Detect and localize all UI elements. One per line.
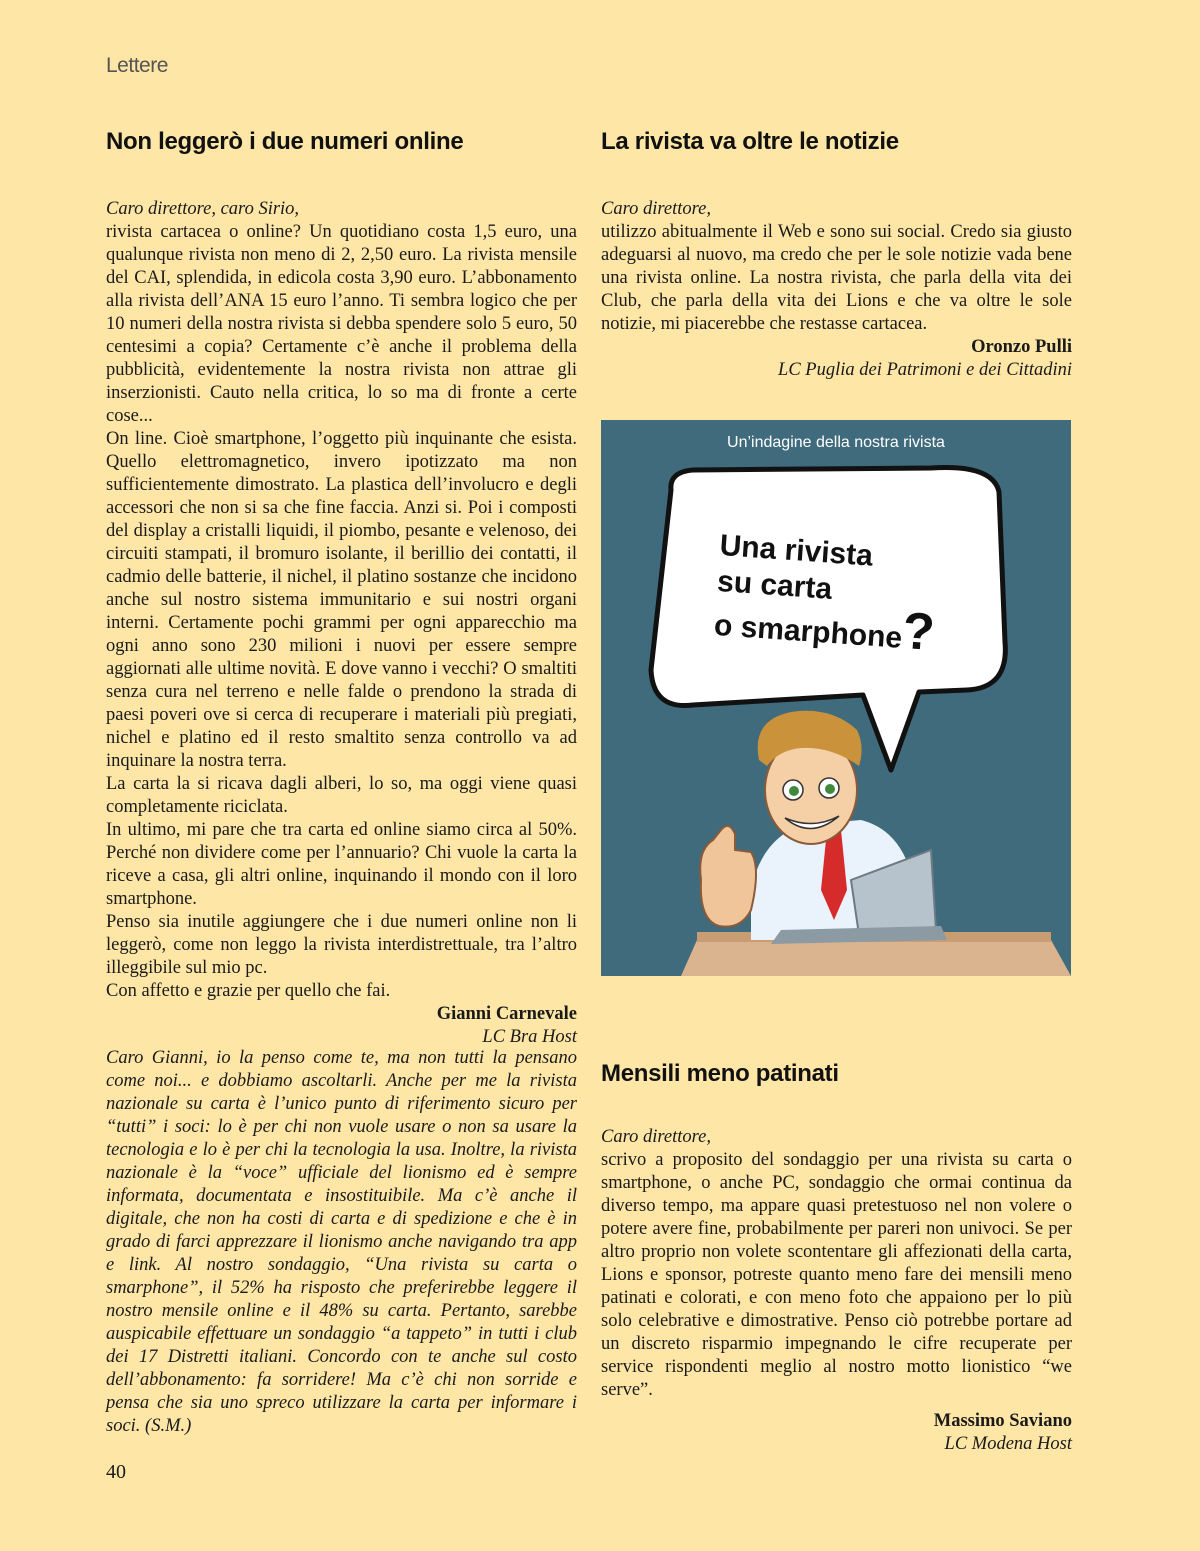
illustration-caption: Un’indagine della nostra rivista xyxy=(727,434,945,451)
letter-3-signature xyxy=(601,1410,1072,1456)
letter-2-club: LC Puglia dei Patrimoni e dei Cittadini xyxy=(778,360,1072,380)
letter-2-author: Oronzo Pulli xyxy=(971,337,1072,357)
question-mark: ? xyxy=(900,601,937,663)
letter-1-title: Non leggerò i due numeri online xyxy=(106,128,464,155)
thumb-hand xyxy=(700,826,756,927)
letter-1-paragraph: Penso sia inutile aggiungere che i due numeri online non li leggerò, come non leggo la rivista interdistrettuale, tra l’altro illeggibile sul mio pc. xyxy=(106,912,577,978)
letter-3-club: LC Modena Host xyxy=(944,1434,1072,1454)
letter-1-paragraph: La carta la si ricava dagli alberi, lo so, ma oggi viene quasi completamente riciclata. xyxy=(106,774,577,817)
letter-1-greeting: Caro direttore, caro Sirio, xyxy=(106,199,300,219)
letter-1-body xyxy=(106,221,577,1003)
letter-2-greeting: Caro direttore, xyxy=(601,199,711,219)
bubble-line-1: Una rivista xyxy=(718,528,874,573)
section-label: Lettere xyxy=(106,54,168,77)
letter-1-paragraph: rivista cartacea o online? Un quotidiano costa 1,5 euro, una qualunque rivista non meno di 2, 2,50 euro. La rivista mensile del CAI, splendida, in edicola costa 3,90 euro. L’abbonamento alla rivista dell’ANA 15 euro l’anno. Ti sembra logico che per 10 numeri della nostra rivista si debba spendere solo 5 euro, 50 centesimi a copia? Certamente c’è anche il problema della pubblicità, evidentemente la nostra rivista non attrae gli inserzionisti. Cauto nella critica, lo so ma di fronte a certe cose... xyxy=(106,222,577,426)
letter-3-author: Massimo Saviano xyxy=(933,1411,1072,1431)
letter-1-paragraph: In ultimo, mi pare che tra carta ed online siamo circa al 50%. Perché non dividere come per l’annuario? Chi vuole la carta la riceve a casa, gli altri online, inquinando il mondo con il loro smartphone. xyxy=(106,820,577,909)
bubble-line-3-text: o smarphone xyxy=(713,608,904,655)
letter-1-author: Gianni Carnevale xyxy=(436,1004,577,1024)
letter-2 xyxy=(601,128,1072,382)
letter-1-signature xyxy=(106,1003,577,1049)
survey-illustration-art xyxy=(601,420,1071,976)
editor-reply: Caro Gianni, io la penso come te, ma non tutti la pensano come noi... e dobbiamo ascoltarli. Anche per me la rivista nazionale su carta è l’unico punto di riferimento sicuro per “tutti” i soci: lo è per chi non vuole usare o non sa usare la tecnologia e lo è per chi la tecnologia la usa. Inoltre, la rivista nazionale è la “voce” ufficiale del lionismo ed è sempre informata, documentata e insostituibile. Ma c’è anche il digitale, che non ha costi di carta e di spedizione e che è in grado di farci apprezzare il lionismo anche navigando tra app e link. Al nostro sondaggio, “Una rivista su carta o smarphone”, il 52% ha risposto che preferirebbe leggere il nostro mensile online e il 48% su carta. Pertanto, sarebbe auspicabile effettuare un sondaggio “a tappeto” in tutti i club dei 17 Distretti italiani. Concordo con te anche sul costo dell’abbonamento: fa sorridere! Ma c’è chi non sorride e pensa che sia uno spreco utilizzare la carta per informare i soci. (S.M.) xyxy=(106,1048,577,1436)
bubble-text xyxy=(713,528,941,663)
letter-1-club: LC Bra Host xyxy=(482,1027,577,1047)
desk xyxy=(681,940,1071,976)
page-number: 40 xyxy=(106,1461,126,1483)
letter-3-title: Mensili meno patinati xyxy=(601,1060,839,1087)
letter-1 xyxy=(106,128,577,1049)
letter-2-signature xyxy=(601,336,1072,382)
letter-1-paragraph: On line. Cioè smartphone, l’oggetto più inquinante che esista. Quello elettromagnetico, invero ipotizzato ma non sufficientemente dimostrato. La plastica dell’involucro e degli accessori che non si sa che fine faccia. Anzi si. Poi i composti del display a cristalli liquidi, il piombo, pesante e velenoso, dei circuiti stampati, il bromuro isolante, il berillio dei contatti, il cadmio delle batterie, il nichel, il platino sostanze che incidono anche sul nostro sistema immunitario e sui nostri organi interni. Certamente pochi grammi per ogni apparecchio ma ogni anno sono 230 milioni i nuovi per essere sempre aggiornati alle ultime novità. E dove vanno i vecchi? O smaltiti senza cura nel terreno e nelle falde o prendono la strada di paesi poveri ove si cerca di recuperare i materiali più pregiati, nichel e platino ed il resto smaltito senza controllo va ad inquinare la nostra terra. xyxy=(106,429,577,771)
letter-2-title: La rivista va oltre le notizie xyxy=(601,128,899,155)
letter-1-paragraph: Con affetto e grazie per quello che fai. xyxy=(106,981,391,1001)
letter-2-body: utilizzo abitualmente il Web e sono sui social. Credo sia giusto adeguarsi al nuovo, ma credo che per le sole notizie vada bene una rivista online. La nostra rivista, che parla della vita dei Club, che parla della vita dei Lions e che va oltre le sole notizie, mi piacerebbe che restasse cartacea. xyxy=(601,222,1072,334)
survey-illustration xyxy=(601,420,1071,976)
bubble-line-2: su carta xyxy=(716,564,834,606)
letter-3 xyxy=(601,1060,1072,1456)
letter-3-greeting: Caro direttore, xyxy=(601,1127,711,1147)
letter-3-body: scrivo a proposito del sondaggio per una rivista su carta o smartphone, o anche PC, sondaggio che ormai continua da diverso tempo, ma appare quasi pretestuoso nel non volere o potere avere fine, probabilmente per pareri non univoci. Se per altro proprio non volete scontentare gli affezionati della carta, Lions e sponsor, potreste quanto meno fare dei mensili meno patinati e colorati, e con meno foto che appaiono per lo più solo celebrative e dimostrative. Penso ciò potrebbe portare ad un discreto risparmio impegnando le cifre recuperate per service rispondenti meglio al nostro motto lionistico “we serve”. xyxy=(601,1150,1072,1400)
